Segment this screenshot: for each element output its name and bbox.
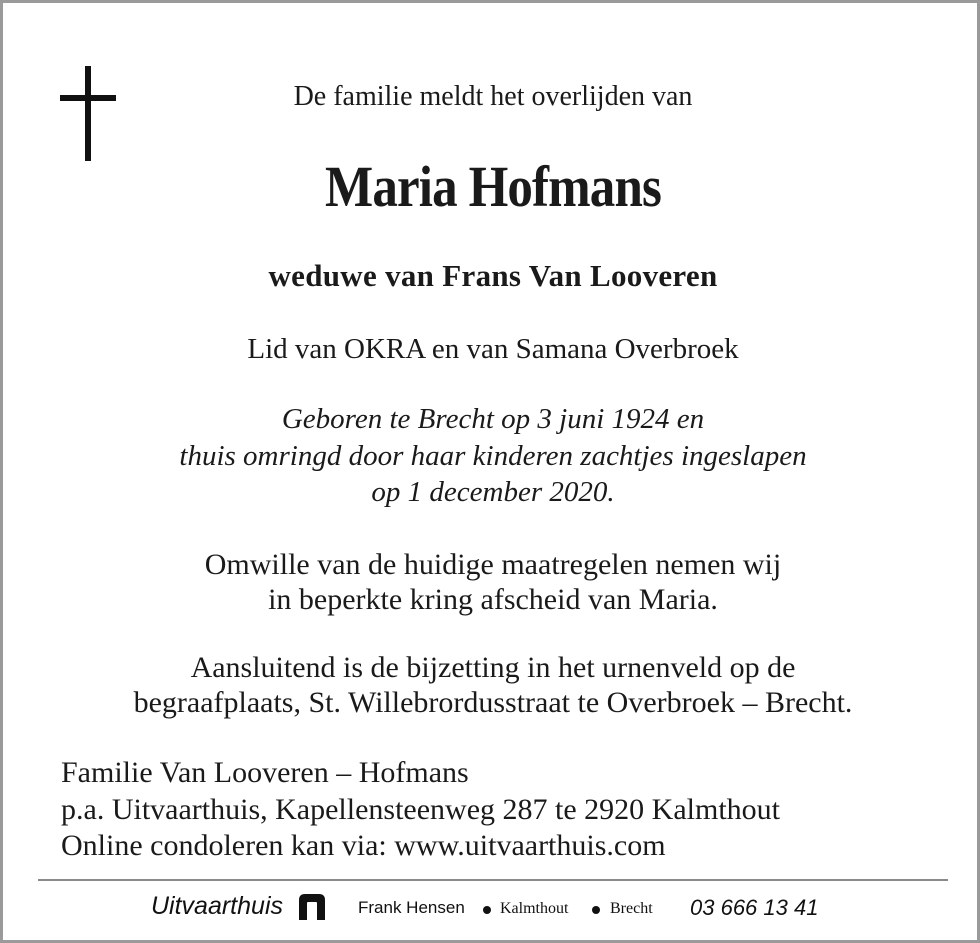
address-line: p.a. Uitvaarthuis, Kapellensteenweg 287 te 2920 Kalmthout <box>61 793 780 826</box>
bullet-dot-icon <box>592 906 600 914</box>
widow-line: weduwe van Frans Van Looveren <box>268 258 718 293</box>
measures-line: Omwille van de huidige maatregelen nemen wij <box>204 548 782 581</box>
arch-logo-icon <box>299 894 325 920</box>
online-condolence-line: Online condoleren kan via: www.uitvaarthuis.com <box>61 829 666 862</box>
intro-line: De familie meldt het overlijden van <box>293 81 693 112</box>
born-line: Geboren te Brecht op 3 juni 1924 en <box>281 403 705 435</box>
funeral-home-footer <box>3 891 980 925</box>
location-brecht: Brecht <box>610 900 653 917</box>
phone-number: 03 666 13 41 <box>690 895 819 920</box>
brand-name: Uitvaarthuis <box>151 892 283 920</box>
family-line: Familie Van Looveren – Hofmans <box>61 756 469 789</box>
born-line: thuis omringd door haar kinderen zachtjes ingeslapen <box>179 440 807 472</box>
born-line: op 1 december 2020. <box>371 476 615 508</box>
director-name: Frank Hensen <box>358 898 465 917</box>
measures-line: in beperkte kring afscheid van Maria. <box>268 583 718 616</box>
deceased-name: Maria Hofmans <box>325 154 661 219</box>
location-kalmthout: Kalmthout <box>500 900 569 917</box>
bullet-dot-icon <box>483 906 491 914</box>
burial-line: begraafplaats, St. Willebrordusstraat te Overbroek – Brecht. <box>133 686 853 719</box>
footer-divider <box>38 879 948 881</box>
burial-line: Aansluitend is de bijzetting in het urnenveld op de <box>190 651 796 684</box>
membership-line: Lid van OKRA en van Samana Overbroek <box>247 333 739 365</box>
